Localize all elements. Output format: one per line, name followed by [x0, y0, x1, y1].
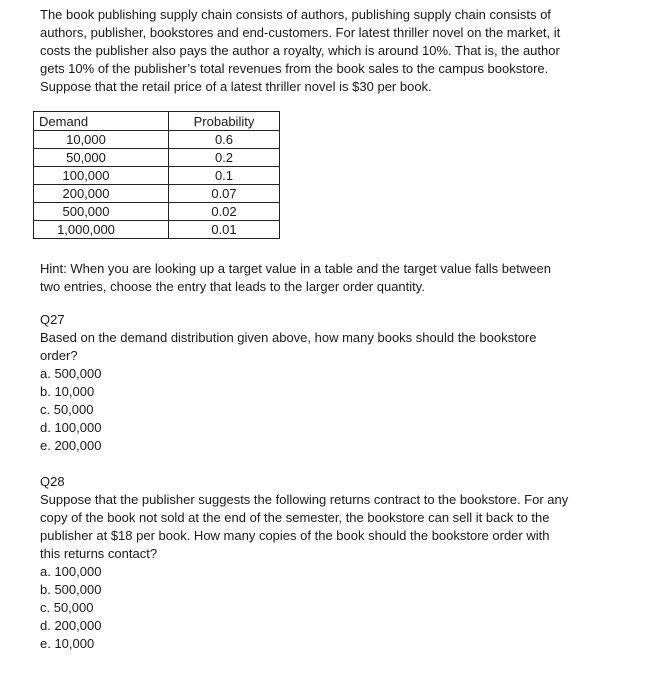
question-text-line: publisher at $18 per book. How many copies of the book should the bookstore order with [40, 528, 550, 543]
answer-option: b. 10,000 [40, 384, 95, 399]
intro-line: costs the publisher also pays the author a royalty, which is around 10%. That is, the author [40, 43, 560, 58]
demand-cell: 10,000 [34, 131, 169, 149]
answer-option: e. 10,000 [40, 636, 95, 651]
probability-cell: 0.2 [169, 149, 280, 167]
answer-options [40, 365, 600, 455]
table-row [34, 203, 280, 221]
answer-option: a. 500,000 [40, 366, 102, 381]
intro-line: gets 10% of the publisher’s total revenues from the book sales to the campus bookstore. [40, 61, 549, 76]
answer-option: c. 50,000 [40, 600, 94, 615]
answer-options [40, 563, 600, 653]
answer-option: c. 50,000 [40, 402, 94, 417]
answer-option: a. 100,000 [40, 564, 102, 579]
question-28 [40, 473, 600, 653]
probability-cell: 0.01 [169, 221, 280, 239]
question-text-line: Based on the demand distribution given above, how many books should the bookstore [40, 330, 537, 345]
intro-line: The book publishing supply chain consists of authors, publishing supply chain consists of [40, 7, 551, 22]
demand-cell: 200,000 [34, 185, 169, 203]
question-text-line: order? [40, 348, 78, 363]
table-row [34, 185, 280, 203]
hint-line: Hint: When you are looking up a target value in a table and the target value falls between [40, 261, 551, 276]
intro-line: Suppose that the retail price of a latest thriller novel is $30 per book. [40, 79, 432, 94]
answer-option: d. 200,000 [40, 618, 102, 633]
question-label: Q27 [40, 312, 65, 327]
demand-cell: 1,000,000 [34, 221, 169, 239]
table-row [34, 221, 280, 239]
question-label: Q28 [40, 474, 65, 489]
question-text-line: Suppose that the publisher suggests the following returns contract to the bookstore. For any [40, 492, 569, 507]
table-row [34, 167, 280, 185]
hint-line: two entries, choose the entry that leads to the larger order quantity. [40, 279, 425, 294]
intro-paragraph [40, 6, 600, 96]
probability-cell: 0.02 [169, 203, 280, 221]
demand-cell: 50,000 [34, 149, 169, 167]
demand-cell: 500,000 [34, 203, 169, 221]
intro-line: authors, publisher, bookstores and end-customers. For latest thriller novel on the market, it [40, 25, 561, 40]
question-text-line: copy of the book not sold at the end of the semester, the bookstore can sell it back to the [40, 510, 550, 525]
probability-header: Probability [169, 112, 280, 131]
table-row [34, 131, 280, 149]
answer-option: b. 500,000 [40, 582, 102, 597]
answer-option: e. 200,000 [40, 438, 102, 453]
demand-probability-table [33, 111, 280, 239]
probability-cell: 0.6 [169, 131, 280, 149]
answer-option: d. 100,000 [40, 420, 102, 435]
demand-cell: 100,000 [34, 167, 169, 185]
table-row [34, 149, 280, 167]
probability-cell: 0.1 [169, 167, 280, 185]
probability-cell: 0.07 [169, 185, 280, 203]
hint-paragraph [40, 260, 600, 296]
table-header-row [34, 112, 280, 131]
demand-header: Demand [34, 112, 169, 131]
question-text-line: this returns contact? [40, 546, 158, 561]
question-27 [40, 311, 600, 455]
